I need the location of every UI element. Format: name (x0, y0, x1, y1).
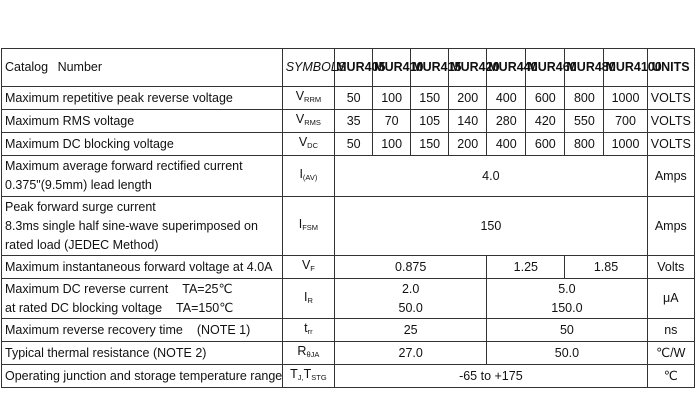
row-symbol: $V_F$ (282, 256, 334, 279)
value-cell: 35 (335, 110, 373, 133)
value-cell: 550 (565, 110, 604, 133)
value-cell: 100 (373, 87, 411, 110)
value-cell: 700 (604, 110, 647, 133)
value-cell: 5.0 150.0 (487, 279, 647, 319)
value-cell: 140 (449, 110, 487, 133)
row-description: Peak forward surge current 8.3ms single half sine-wave superimposed on rated load (JEDEC Method) (2, 197, 283, 256)
row-symbol: $I_R$ (282, 279, 334, 319)
value-cell: 280 (487, 110, 526, 133)
unit-cell: ℃ (647, 365, 694, 388)
row-description: Typical thermal resistance (NOTE 2) (2, 342, 283, 365)
value-cell: 50.0 (487, 342, 647, 365)
table-row (2, 342, 695, 365)
row-description: Maximum instantaneous forward voltage at 4.0A (2, 256, 283, 279)
table-row (2, 110, 695, 133)
part-header: MUR415 (411, 49, 449, 87)
value-cell: 27.0 (335, 342, 487, 365)
value-cell: 400 (487, 133, 526, 156)
value-cell: 50 (487, 319, 647, 342)
unit-cell: μA (647, 279, 694, 319)
row-description: Maximum reverse recovery time (NOTE 1) (2, 319, 283, 342)
unit-cell: ℃/W (647, 342, 694, 365)
part-header: MUR405 (335, 49, 373, 87)
part-header: MUR480 (565, 49, 604, 87)
row-symbol: $T_{J,}T_{STG}$ (282, 365, 334, 388)
value-cell: 105 (411, 110, 449, 133)
part-header: MUR420 (449, 49, 487, 87)
value-cell: 150 (335, 197, 647, 256)
value-cell: 1.25 (487, 256, 565, 279)
value-cell: 400 (487, 87, 526, 110)
part-header: MUR460 (526, 49, 565, 87)
unit-cell: Amps (647, 197, 694, 256)
unit-cell: Amps (647, 156, 694, 197)
unit-cell: Volts (647, 256, 694, 279)
value-cell: -65 to +175 (335, 365, 647, 388)
value-cell: 150 (411, 133, 449, 156)
value-cell: 150 (411, 87, 449, 110)
value-cell: 50 (335, 133, 373, 156)
unit-cell: VOLTS (647, 87, 694, 110)
table-row (2, 87, 695, 110)
table-row (2, 365, 695, 388)
unit-cell: VOLTS (647, 110, 694, 133)
row-symbol: $V_{RRM}$ (282, 87, 334, 110)
header-row (2, 49, 695, 87)
row-description: Maximum average forward rectified current 0.375"(9.5mm) lead length (2, 156, 283, 197)
value-cell: 4.0 (335, 156, 647, 197)
row-description: Maximum DC blocking voltage (2, 133, 283, 156)
value-cell: 800 (565, 87, 604, 110)
unit-cell: ns (647, 319, 694, 342)
value-cell: 1000 (604, 133, 647, 156)
table-row (2, 319, 695, 342)
unit-cell: VOLTS (647, 133, 694, 156)
value-cell: 800 (565, 133, 604, 156)
symbols-header: SYMBOLS (282, 49, 334, 87)
specifications-table (1, 48, 695, 388)
catalog-number-header (2, 49, 283, 87)
row-description: Maximum DC reverse current TA=25℃ at rated DC blocking voltage TA=150℃ (2, 279, 283, 319)
value-cell: 600 (526, 87, 565, 110)
row-symbol: $t_{rr}$ (282, 319, 334, 342)
part-header: MUR410 (373, 49, 411, 87)
row-symbol: $I_{(AV)}$ (282, 156, 334, 197)
catalog-label: Catalog (5, 60, 49, 74)
table-row (2, 156, 695, 197)
value-cell: 600 (526, 133, 565, 156)
value-cell: 200 (449, 87, 487, 110)
number-label: Number (57, 60, 103, 74)
value-cell: 420 (526, 110, 565, 133)
row-symbol: $V_{RMS}$ (282, 110, 334, 133)
value-cell: 0.875 (335, 256, 487, 279)
value-cell: 70 (373, 110, 411, 133)
value-cell: 25 (335, 319, 487, 342)
row-description: Operating junction and storage temperature range (2, 365, 283, 388)
value-cell: 200 (449, 133, 487, 156)
part-header: MUR440 (487, 49, 526, 87)
part-header: MUR4100 (604, 49, 647, 87)
row-symbol: $V_{DC}$ (282, 133, 334, 156)
value-cell: 100 (373, 133, 411, 156)
value-cell: 50 (335, 87, 373, 110)
row-symbol: $I_{FSM}$ (282, 197, 334, 256)
value-cell: 1000 (604, 87, 647, 110)
row-description: Maximum RMS voltage (2, 110, 283, 133)
row-symbol: $R_{\theta JA}$ (282, 342, 334, 365)
row-description: Maximum repetitive peak reverse voltage (2, 87, 283, 110)
table-row (2, 256, 695, 279)
units-header: UNITS (647, 49, 694, 87)
value-cell: 2.0 50.0 (335, 279, 487, 319)
table-row (2, 133, 695, 156)
value-cell: 1.85 (565, 256, 647, 279)
table-row (2, 279, 695, 319)
table-row (2, 197, 695, 256)
